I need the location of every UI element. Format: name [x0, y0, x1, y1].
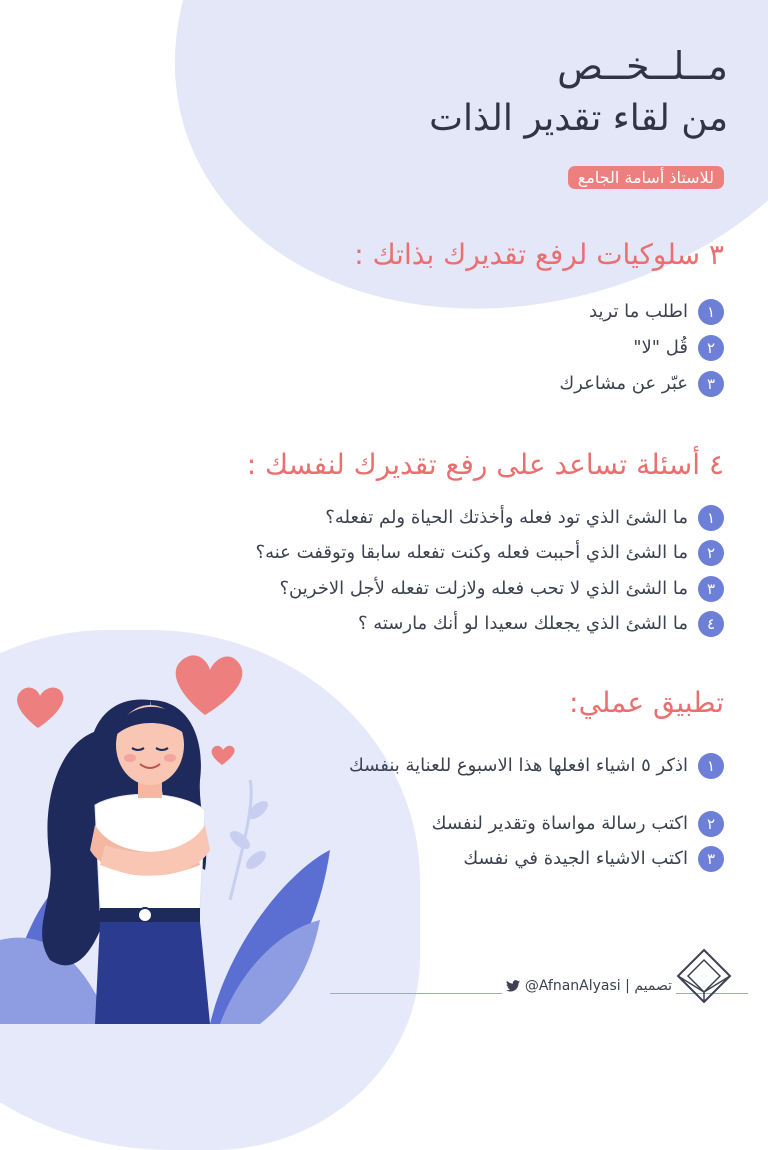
- number-badge: ١: [698, 505, 724, 531]
- list-item-text: عبّر عن مشاعرك: [559, 373, 688, 394]
- list-item: [124, 334, 724, 362]
- twitter-bird-icon: [506, 980, 520, 992]
- page-title: مــلــخــص: [557, 44, 728, 88]
- page-subtitle: من لقاء تقدير الذات: [429, 98, 728, 139]
- number-badge: ٤: [698, 611, 724, 637]
- number-badge: ٣: [698, 576, 724, 602]
- list-item: [124, 298, 724, 326]
- list-item-text: اكتب الاشياء الجيدة في نفسك: [463, 848, 688, 869]
- list-item: [124, 575, 724, 603]
- list-item-text: ما الشئ الذي يجعلك سعيدا لو أنك مارسته ؟: [357, 613, 688, 634]
- section-questions-title: ٤ أسئلة تساعد على رفع تقديرك لنفسك :: [246, 448, 724, 481]
- list-item: [124, 370, 724, 398]
- list-item: [344, 845, 724, 873]
- number-badge: ٢: [698, 335, 724, 361]
- list-item: [124, 504, 724, 532]
- list-item: [124, 610, 724, 638]
- number-badge: ٣: [698, 371, 724, 397]
- number-badge: ١: [698, 753, 724, 779]
- list-item-text: اطلب ما تريد: [589, 301, 688, 322]
- list-item-text: اكتب رسالة مواساة وتقدير لنفسك: [431, 813, 688, 834]
- list-item-text: ما الشئ الذي تود فعله وأخذتك الحياة ولم تفعله؟: [325, 507, 688, 528]
- list-item: [124, 539, 724, 567]
- list-item-text: قُل "لا": [633, 337, 688, 358]
- list-item-text: اذكر ٥ اشياء افعلها هذا الاسبوع للعناية بنفسك: [349, 755, 688, 776]
- list-item-text: ما الشئ الذي أحببت فعله وكنت تفعله سابقا وتوقفت عنه؟: [255, 542, 688, 563]
- number-badge: ١: [698, 299, 724, 325]
- brand-logo-icon: [676, 948, 732, 1004]
- section-behaviors-title: ٣ سلوكيات لرفع تقديرك بذاتك :: [354, 238, 724, 271]
- list-item-text: ما الشئ الذي لا تحب فعله ولازلت تفعله لأجل الاخرين؟: [279, 578, 688, 599]
- list-item: [344, 810, 724, 838]
- author-badge: للاستاذ أسامة الجامع: [568, 166, 724, 189]
- list-item: [344, 752, 724, 780]
- number-badge: ٢: [698, 811, 724, 837]
- section-practice-title: تطبيق عملي:: [569, 686, 724, 719]
- number-badge: ٣: [698, 846, 724, 872]
- author-handle[interactable]: @AfnanAlyasi: [524, 978, 621, 994]
- design-label: تصميم: [634, 978, 672, 994]
- number-badge: ٢: [698, 540, 724, 566]
- footer-credit: تصميم | @AfnanAlyasi: [502, 978, 676, 994]
